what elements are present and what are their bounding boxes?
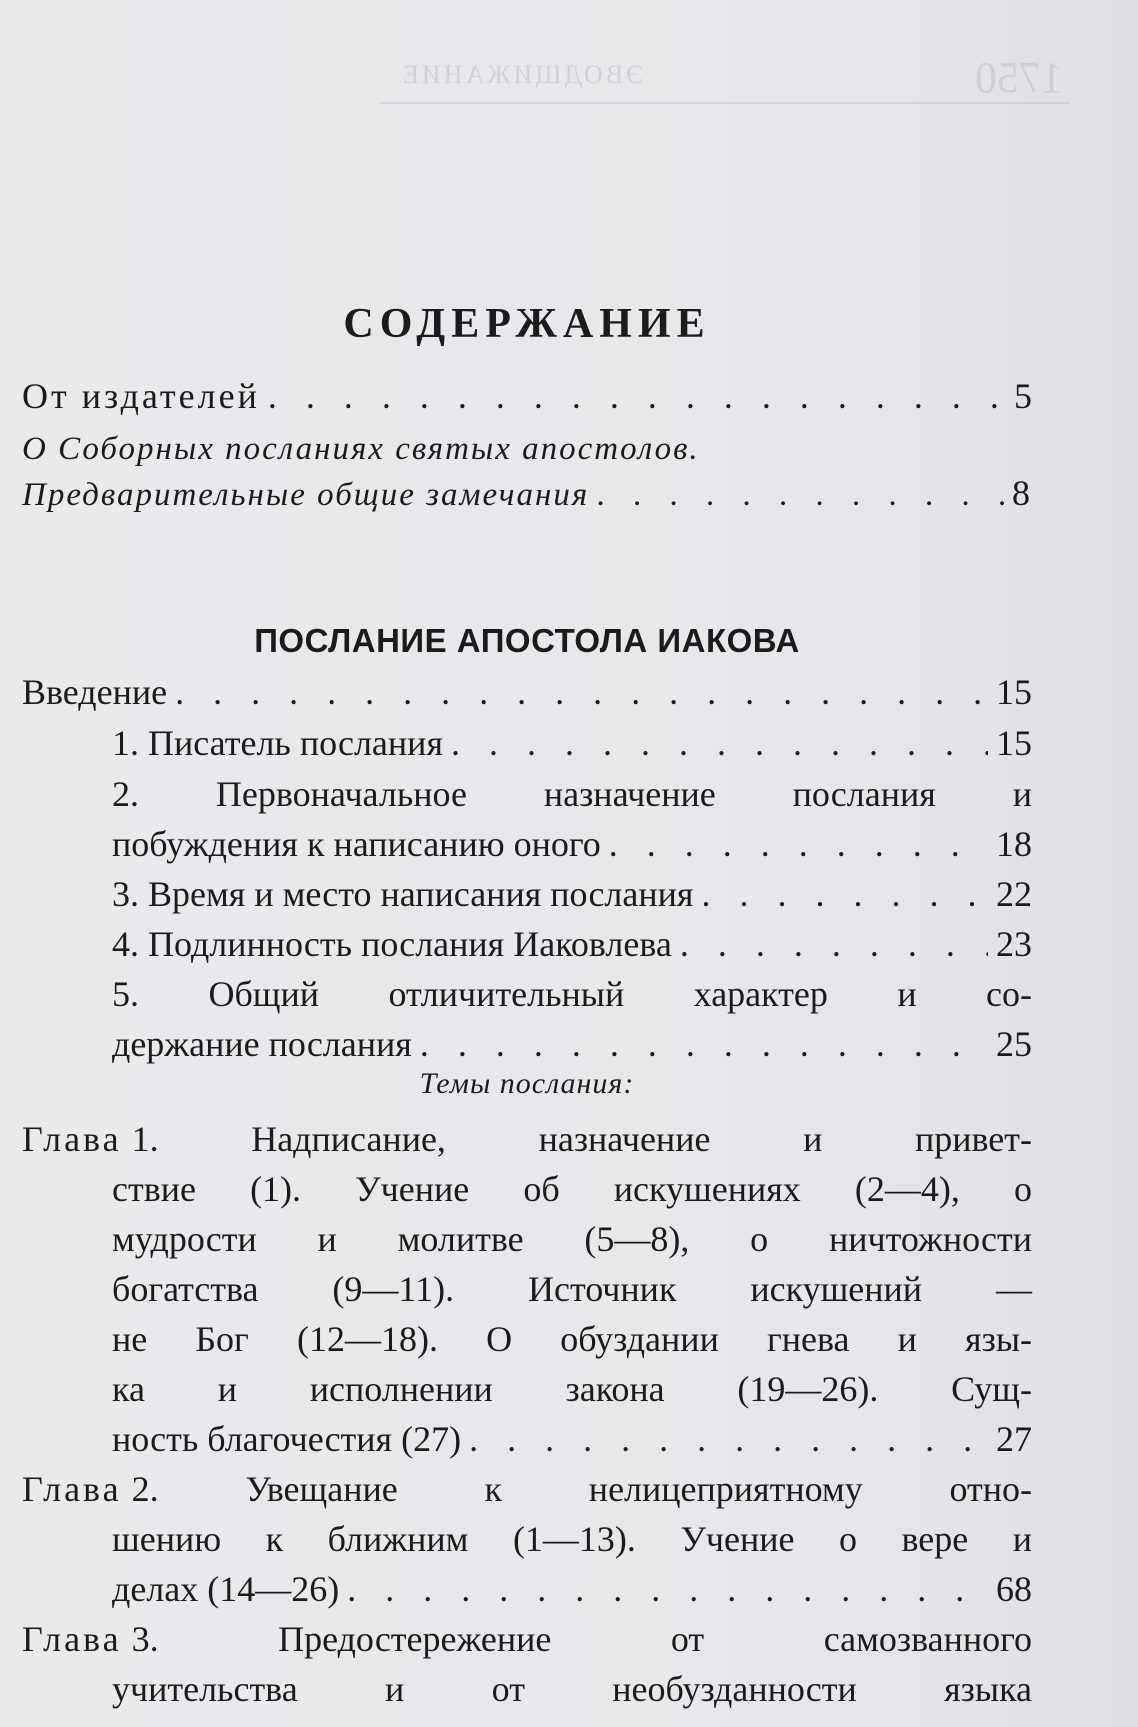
- toc-entry-label: побуждения к написанию оного: [112, 824, 601, 864]
- leader-dots: [701, 870, 988, 918]
- toc-chapter-1-line2: [112, 1165, 1032, 1213]
- toc-entry-label: 1. Писатель послания: [112, 723, 443, 763]
- toc-entry-purpose-line1[interactable]: [112, 770, 1032, 818]
- toc-entry-label: 4. Подлинность послания Иаковлева: [112, 924, 672, 964]
- toc-page-number: 25: [996, 1024, 1032, 1064]
- toc-chapter-2-line1[interactable]: [22, 1465, 1032, 1513]
- toc-entry-label: 1. Надписание, назначение и привет-: [131, 1119, 1032, 1159]
- bleed-through-page-number: 1750: [975, 53, 1063, 102]
- toc-entry-label: 3. Время и место написания послания: [112, 874, 694, 914]
- toc-chapter-2-line3[interactable]: [112, 1565, 1032, 1613]
- toc-entry-label: От издателей: [22, 376, 260, 416]
- toc-entry-publishers[interactable]: [22, 372, 1032, 420]
- toc-page-number: 5: [1014, 376, 1032, 416]
- toc-entry-label: делах (14—26): [112, 1569, 340, 1609]
- toc-entry-time-place[interactable]: [112, 870, 1032, 918]
- themes-heading: Темы послания:: [419, 1067, 635, 1100]
- toc-entry-label: 2. Первоначальное назначение послания и: [112, 774, 1032, 814]
- toc-entry-text: ствие (1). Учение об искушениях (2—4), о: [112, 1169, 1032, 1209]
- toc-page-number: 8: [1012, 473, 1032, 513]
- toc-chapter-1-line5: [112, 1315, 1032, 1363]
- toc-chapter-1-line3: [112, 1215, 1032, 1263]
- toc-entry-introduction[interactable]: [22, 668, 1032, 716]
- toc-entry-text: учительства и от необузданности языка: [112, 1669, 1032, 1709]
- toc-entry-text: богатства (9—11). Источник искушений —: [112, 1269, 1032, 1309]
- toc-entry-purpose-line2[interactable]: [112, 820, 1032, 868]
- toc-page-number: 27: [996, 1419, 1032, 1459]
- toc-entry-text: не Бог (12—18). О обуздании гнева и язы-: [112, 1319, 1032, 1359]
- bleed-through-rule: [380, 102, 1070, 104]
- leader-dots: [680, 920, 988, 968]
- page-title: СОДЕРЖАНИЕ: [343, 301, 711, 347]
- toc-entry-label: держание послания: [112, 1024, 412, 1064]
- section-heading: ПОСЛАНИЕ АПОСТОЛА ИАКОВА: [254, 622, 800, 659]
- leader-dots: [420, 1020, 988, 1068]
- toc-entry-text: ка и исполнении закона (19—26). Сущ-: [112, 1369, 1032, 1409]
- leader-dots: [451, 719, 988, 767]
- bleed-through-header: ЭВОДЩИЖАНИЕ: [400, 60, 644, 89]
- toc-entry-character-line2[interactable]: [112, 1020, 1032, 1068]
- toc-page-number: 18: [996, 824, 1032, 864]
- toc-entry-label: Предварительные общие замечания: [22, 477, 590, 513]
- toc-entry-text: шению к ближним (1—13). Учение о вере и: [112, 1519, 1032, 1559]
- toc-page-number: 23: [996, 924, 1032, 964]
- leader-dots: [597, 471, 1004, 519]
- toc-chapter-1-line7[interactable]: [112, 1415, 1032, 1463]
- chapter-label: Глава: [22, 1469, 122, 1509]
- toc-chapter-3-line1[interactable]: [22, 1615, 1032, 1663]
- toc-page-number: 22: [996, 874, 1032, 914]
- toc-entry-label: 2. Увещание к нелицеприятному отно-: [131, 1469, 1032, 1509]
- toc-entry-label: 5. Общий отличительный характер и со-: [112, 974, 1032, 1014]
- toc-chapter-2-line2: [112, 1515, 1032, 1563]
- toc-entry-label: О Соборных посланиях святых апостолов.: [22, 431, 700, 467]
- toc-page-number: 68: [996, 1569, 1032, 1609]
- leader-dots: [609, 820, 988, 868]
- leader-dots: [175, 668, 988, 716]
- chapter-label: Глава: [22, 1119, 122, 1159]
- toc-chapter-1-line6: [112, 1365, 1032, 1413]
- toc-page-number: 15: [996, 672, 1032, 712]
- toc-entry-label: ность благочестия (27): [112, 1419, 462, 1459]
- leader-dots: [268, 372, 1006, 420]
- toc-entry-general-remarks[interactable]: [22, 469, 1032, 517]
- toc-entry-text: мудрости и молитве (5—8), о ничтожности: [112, 1219, 1032, 1259]
- toc-entry-author[interactable]: [112, 719, 1032, 767]
- toc-entry-label: 3. Предостережение от самозванного: [131, 1619, 1032, 1659]
- leader-dots: [347, 1565, 988, 1613]
- toc-entry-character-line1[interactable]: [112, 970, 1032, 1018]
- toc-entry-label: Введение: [22, 672, 168, 712]
- toc-page-number: 15: [996, 723, 1032, 763]
- toc-chapter-1-line1[interactable]: [22, 1115, 1032, 1163]
- toc-entry-authenticity[interactable]: [112, 920, 1032, 968]
- toc-chapter-1-line4: [112, 1265, 1032, 1313]
- toc-entry-catholic-epistles[interactable]: [22, 425, 1032, 473]
- toc-chapter-3-line2: [112, 1665, 1032, 1713]
- chapter-label: Глава: [22, 1619, 122, 1659]
- leader-dots: [469, 1415, 988, 1463]
